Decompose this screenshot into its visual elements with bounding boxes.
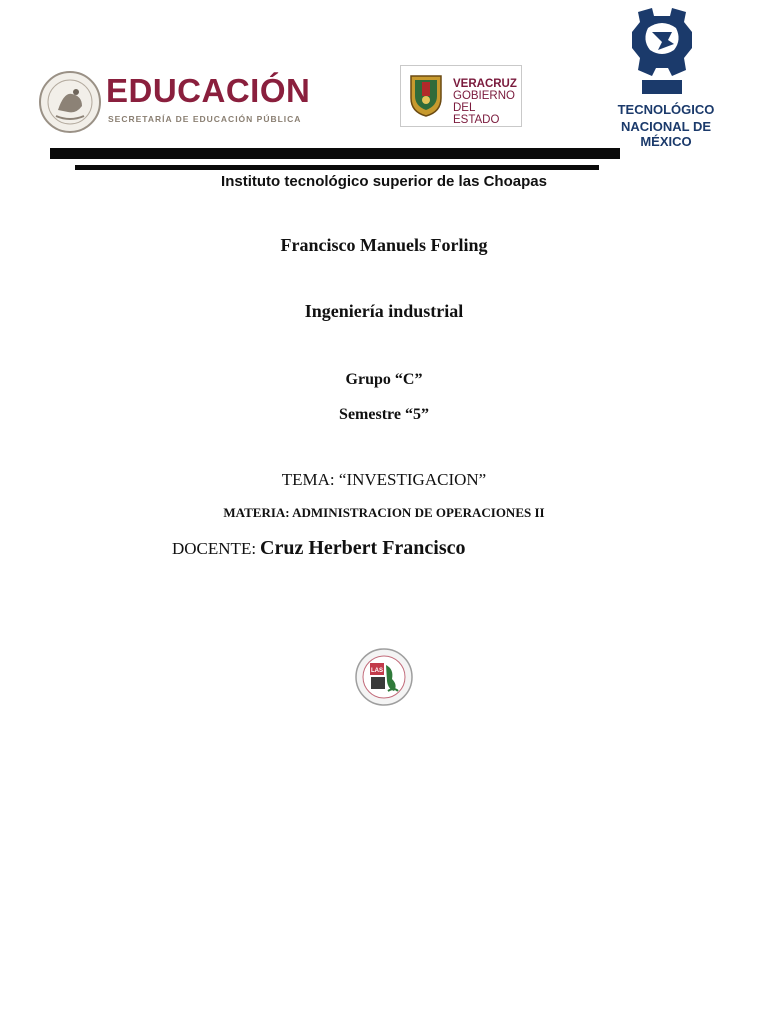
teacher-label: DOCENTE: bbox=[172, 539, 257, 558]
tecnm-line-2: NACIONAL DE MÉXICO bbox=[620, 119, 712, 149]
mexico-seal-icon bbox=[38, 70, 102, 134]
tecnm-logo bbox=[596, 4, 736, 149]
topic-value: “INVESTIGACION” bbox=[338, 470, 487, 489]
divider-thin bbox=[75, 165, 599, 170]
sep-title: EDUCACIÓN bbox=[106, 72, 311, 109]
sep-subtitle: SECRETARÍA DE EDUCACIÓN PÚBLICA bbox=[108, 114, 302, 124]
career-name: Ingeniería industrial bbox=[304, 301, 464, 321]
student-name: Francisco Manuels Forling bbox=[280, 235, 488, 255]
svg-text:LAS: LAS bbox=[371, 668, 383, 674]
institute-emblem-icon bbox=[354, 647, 414, 707]
veracruz-line-1: VERACRUZ bbox=[453, 78, 517, 90]
tecnm-line-1: TECNOLÓGICO bbox=[617, 102, 715, 117]
teacher-line bbox=[172, 537, 466, 560]
semester-label: Semestre “5” bbox=[339, 406, 429, 423]
group-label: Grupo “C” bbox=[345, 371, 423, 388]
divider-thick bbox=[50, 148, 620, 159]
institute-name: Instituto tecnológico superior de las Choapas bbox=[221, 173, 547, 190]
subject-line: MATERIA: ADMINISTRACION DE OPERACIONES II bbox=[223, 505, 545, 520]
teacher-name: Cruz Herbert Francisco bbox=[260, 537, 466, 559]
veracruz-line-2: GOBIERNO bbox=[453, 90, 515, 102]
veracruz-line-3: DEL ESTADO bbox=[453, 102, 500, 126]
veracruz-logo bbox=[400, 65, 522, 127]
topic-line bbox=[0, 470, 768, 490]
topic-label: TEMA: bbox=[281, 470, 335, 489]
sep-logo bbox=[38, 68, 330, 136]
tecnm-gear-icon bbox=[628, 4, 696, 98]
veracruz-shield-icon bbox=[407, 72, 445, 118]
